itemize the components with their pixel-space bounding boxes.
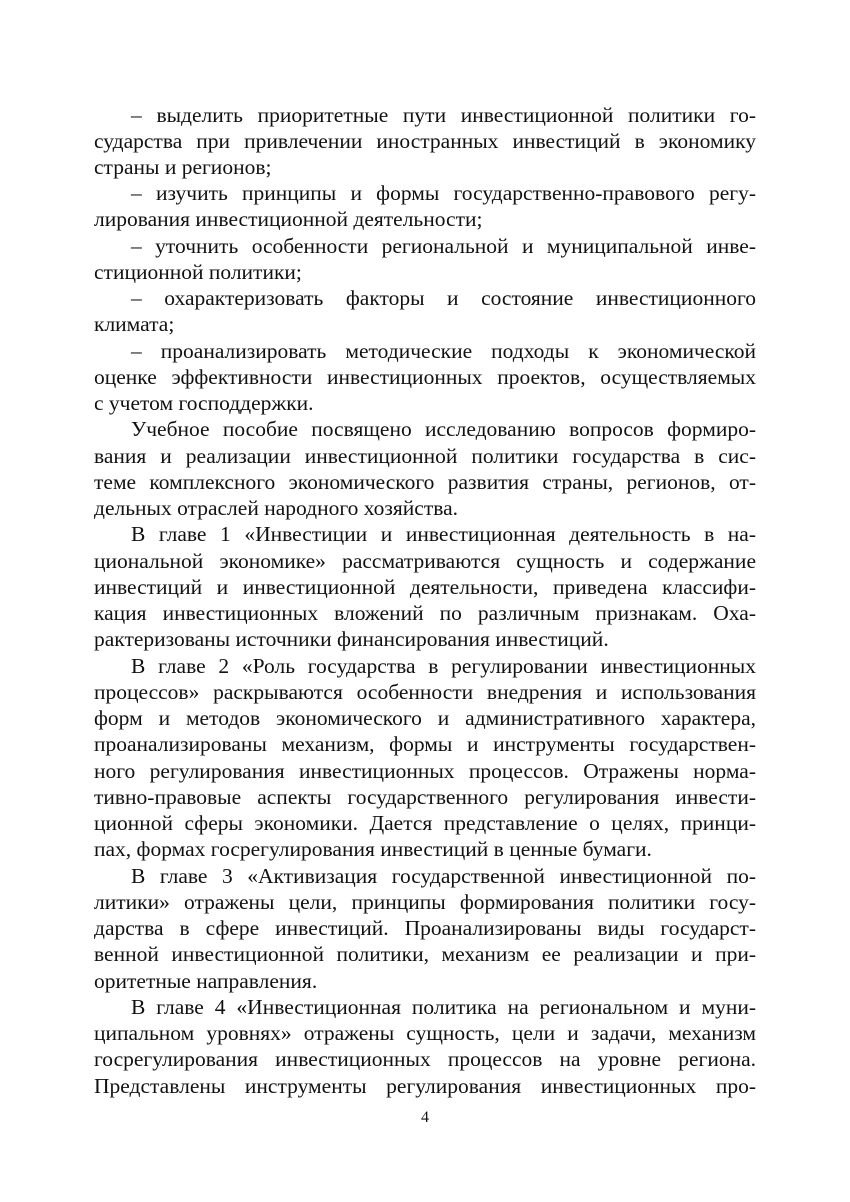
text-line: инвестиций и инвестиционной деятельности, приведена классифи- (94, 575, 756, 599)
text-line: венной инвестиционной политики, механизм ее реализации и при- (94, 942, 756, 966)
text-line: госрегулирования инвестиционных процессов на уровне региона. (94, 1047, 756, 1071)
text-line: – выделить приоритетные пути инвестиционной политики го- (131, 103, 756, 127)
text-line: рактеризованы источники финансирования инвестиций. (94, 627, 609, 651)
text-line: литики» отражены цели, принципы формирования политики госу- (94, 890, 756, 914)
text-line: Учебное пособие посвящено исследованию вопросов формиро- (131, 417, 756, 441)
text-line: проанализированы механизм, формы и инструменты государствен- (94, 732, 756, 756)
text-line: вания и реализации инвестиционной политики государства в сис- (94, 444, 756, 468)
text-line: – уточнить особенности региональной и муниципальной инве- (131, 234, 756, 258)
text-line: климата; (94, 312, 175, 336)
text-line: тивно-правовые аспекты государственного регулирования инвести- (94, 785, 756, 809)
text-line: страны и регионов; (94, 155, 272, 179)
text-line: ципальном уровнях» отражены сущность, цели и задачи, механизм (94, 1021, 756, 1045)
text-line: – охарактеризовать факторы и состояние инвестиционного (131, 286, 756, 310)
text-line: – изучить принципы и формы государственно-правового регу- (131, 181, 756, 205)
text-line: циональной экономике» рассматриваются сущность и содержание (94, 549, 756, 573)
text-line: В главе 1 «Инвестиции и инвестиционная деятельность в на- (131, 522, 756, 546)
text-line: Представлены инструменты регулирования инвестиционных про- (94, 1074, 756, 1098)
text-line: В главе 3 «Активизация государственной инвестиционной по- (131, 864, 756, 888)
page-number: 4 (421, 1109, 429, 1126)
text-line: пах, формах госрегулирования инвестиций в ценные бумаги. (94, 837, 652, 861)
text-line: дарства в сфере инвестиций. Проанализированы виды государст- (94, 916, 756, 940)
text-line: дельных отраслей народного хозяйства. (94, 496, 459, 520)
text-line: теме комплексного экономического развития страны, регионов, от- (94, 470, 756, 494)
text-line: процессов» раскрываются особенности внедрения и использования (94, 680, 756, 704)
text-line: ного регулирования инвестиционных процессов. Отражены норма- (94, 759, 756, 783)
text-line: оценке эффективности инвестиционных проектов, осуществляемых (94, 365, 756, 389)
text-line: кация инвестиционных вложений по различным признакам. Оха- (94, 601, 756, 625)
text-line: – проанализировать методические подходы к экономической (131, 339, 756, 363)
text-line: лирования инвестиционной деятельности; (94, 207, 483, 231)
text-line: с учетом господдержки. (94, 391, 314, 415)
text-line: стиционной политики; (94, 260, 302, 284)
text-line: В главе 4 «Инвестиционная политика на региональном и муни- (131, 995, 756, 1019)
text-line: сударства при привлечении иностранных инвестиций в экономику (94, 129, 756, 153)
text-line: В главе 2 «Роль государства в регулировании инвестиционных (131, 654, 756, 678)
text-line: оритетные направления. (94, 969, 318, 993)
text-line: ционной сферы экономики. Дается представление о целях, принци- (94, 811, 756, 835)
text-line: форм и методов экономического и административного характера, (94, 706, 756, 730)
